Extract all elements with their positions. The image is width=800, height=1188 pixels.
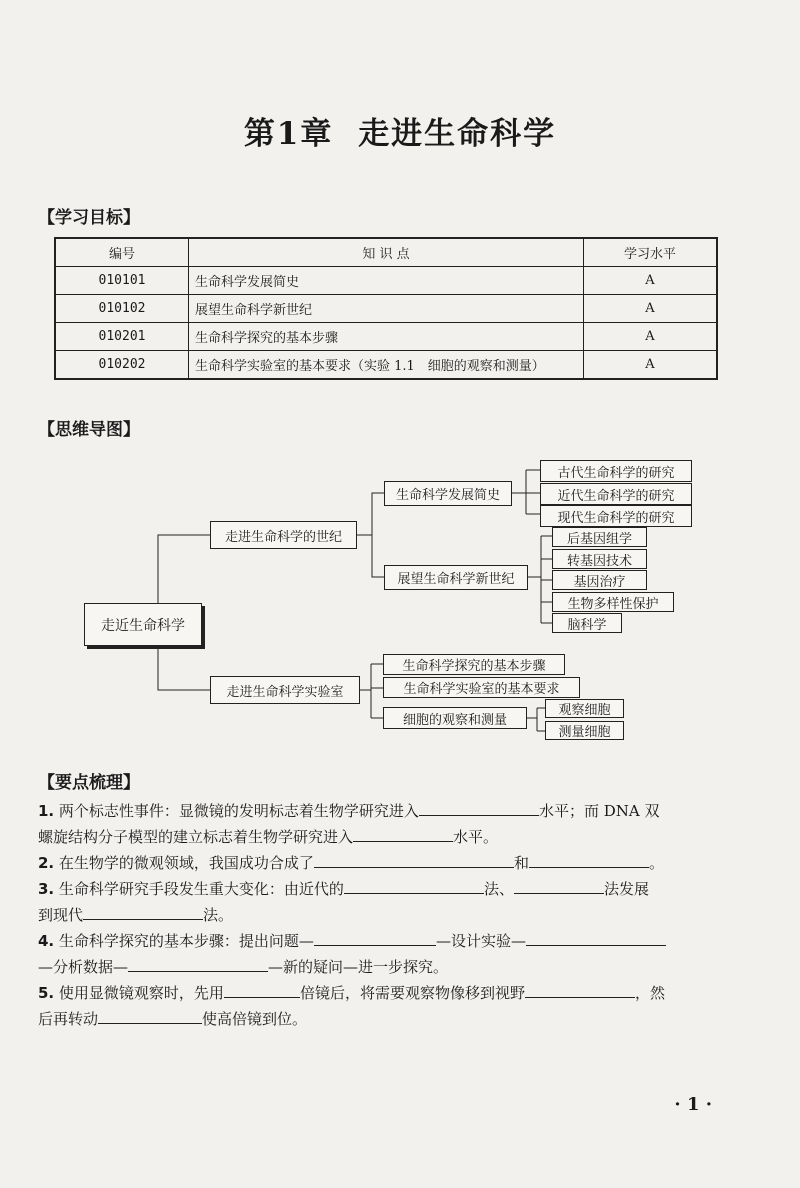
goals-table (54, 237, 718, 380)
point-5 (38, 980, 728, 1032)
point-text: 螺旋结构分子模型的建立标志着生物学研究进入 (38, 828, 354, 846)
mindmap-leaf-brain-science: 脑科学 (552, 613, 622, 633)
mindmap-node-steps: 生命科学探究的基本步骤 (383, 654, 565, 675)
point-text: 水平。 (453, 828, 499, 846)
section-goals-heading: 【学习目标】 (38, 208, 140, 228)
point-text: 和 (513, 854, 529, 872)
point-text: 后再转动 (38, 1010, 99, 1028)
mindmap-leaf-measure-cell: 测量细胞 (545, 721, 624, 740)
table-row (55, 323, 717, 351)
header-code: 编号 (55, 238, 189, 267)
row-topic: 生命科学发展简史 (189, 267, 584, 295)
table-row (55, 351, 717, 380)
fill-blank[interactable] (344, 876, 484, 894)
point-text: —新的疑问—进一步探究。 (268, 958, 449, 976)
point-text: 生命科学探究的基本步骤：提出问题— (58, 932, 314, 950)
mindmap-root: 走近生命科学 (84, 603, 202, 646)
row-code: 010201 (55, 323, 189, 351)
row-topic: 展望生命科学新世纪 (189, 295, 584, 323)
page-number: · 1 · (674, 1094, 712, 1115)
point-text: 使高倍镜到位。 (202, 1010, 308, 1028)
fill-blank[interactable] (525, 980, 635, 998)
point-text: 生命科学研究手段发生重大变化：由近代的 (58, 880, 344, 898)
mindmap-node-history: 生命科学发展简史 (384, 481, 512, 506)
point-3 (38, 876, 728, 928)
goals-table-header (55, 238, 717, 267)
chapter-label: 第1章 (243, 116, 334, 152)
chapter-name: 走进生命科学 (358, 116, 557, 152)
mindmap-node-outlook: 展望生命科学新世纪 (384, 565, 528, 590)
point-text: 到现代 (38, 906, 84, 924)
point-number: 1. (38, 802, 55, 820)
point-number: 3. (38, 880, 55, 898)
row-topic: 生命科学实验室的基本要求（实验 1.1 细胞的观察和测量） (189, 351, 584, 380)
mindmap-leaf-biodiversity: 生物多样性保护 (552, 592, 674, 612)
fill-blank[interactable] (83, 902, 203, 920)
fill-blank[interactable] (128, 954, 268, 972)
point-2 (38, 850, 728, 876)
fill-blank[interactable] (514, 876, 604, 894)
chapter-title (0, 108, 800, 153)
row-level: A (584, 351, 718, 380)
row-code: 010202 (55, 351, 189, 380)
point-4 (38, 928, 728, 980)
point-text: 法、 (483, 880, 514, 898)
mindmap-branch-lab: 走进生命科学实验室 (210, 676, 360, 704)
point-text: 两个标志性事件：显微镜的发明标志着生物学研究进入 (58, 802, 419, 820)
point-text: 在生物学的微观领域，我国成功合成了 (58, 854, 314, 872)
mindmap-leaf-ancient: 古代生命科学的研究 (540, 460, 692, 482)
row-code: 010102 (55, 295, 189, 323)
header-topic: 知 识 点 (189, 238, 584, 267)
point-1 (38, 798, 728, 850)
point-text: ，然 (634, 984, 665, 1002)
table-row (55, 295, 717, 323)
point-number: 2. (38, 854, 55, 872)
point-text: 倍镜后，将需要观察物像移到视野 (299, 984, 525, 1002)
mindmap-leaf-modern: 现代生命科学的研究 (540, 505, 692, 527)
mindmap-leaf-observe-cell: 观察细胞 (545, 699, 624, 718)
table-row (55, 267, 717, 295)
fill-blank[interactable] (314, 928, 436, 946)
fill-blank[interactable] (98, 1006, 202, 1024)
fill-blank[interactable] (419, 798, 539, 816)
fill-blank[interactable] (353, 824, 453, 842)
point-text: 法发展 (603, 880, 649, 898)
header-level: 学习水平 (584, 238, 718, 267)
row-code: 010101 (55, 267, 189, 295)
mindmap-node-cell-observation: 细胞的观察和测量 (383, 707, 527, 729)
mindmap-leaf-transgenic: 转基因技术 (552, 549, 647, 569)
point-text: —设计实验— (435, 932, 526, 950)
mindmap-branch-century: 走进生命科学的世纪 (210, 521, 357, 549)
mindmap-leaf-early-modern: 近代生命科学的研究 (540, 483, 692, 505)
fill-blank[interactable] (224, 980, 300, 998)
row-level: A (584, 267, 718, 295)
fill-blank[interactable] (526, 928, 666, 946)
row-level: A (584, 323, 718, 351)
fill-blank[interactable] (529, 850, 649, 868)
point-text: 水平；而 DNA 双 (538, 802, 660, 820)
section-mindmap-heading: 【思维导图】 (38, 420, 140, 440)
mindmap-leaf-postgenomics: 后基因组学 (552, 527, 647, 547)
section-points-heading: 【要点梳理】 (38, 773, 140, 793)
row-topic: 生命科学探究的基本步骤 (189, 323, 584, 351)
point-text: 。 (648, 854, 664, 872)
point-text: 法。 (203, 906, 234, 924)
fill-blank[interactable] (314, 850, 514, 868)
point-number: 4. (38, 932, 55, 950)
mindmap-leaf-gene-therapy: 基因治疗 (552, 570, 647, 590)
mindmap-node-lab-requirements: 生命科学实验室的基本要求 (383, 677, 580, 698)
point-number: 5. (38, 984, 55, 1002)
point-text: 使用显微镜观察时，先用 (58, 984, 224, 1002)
point-text: —分析数据— (38, 958, 129, 976)
row-level: A (584, 295, 718, 323)
